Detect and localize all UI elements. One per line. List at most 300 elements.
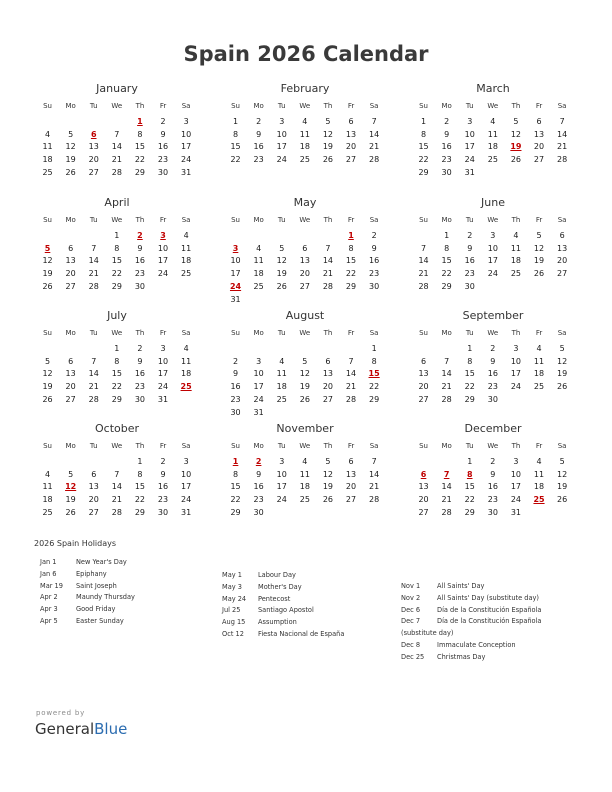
day-cell: 21 [88, 269, 99, 279]
day-cell: 31 [253, 407, 264, 417]
holiday-list-col-2 [222, 570, 344, 641]
weekday-label: Su [419, 102, 428, 110]
day-cell: 2 [444, 116, 450, 126]
day-cell: 1 [114, 230, 120, 240]
day-cell: 18 [299, 482, 310, 492]
day-cell: 13 [322, 369, 334, 379]
day-cell: 10 [487, 243, 498, 253]
day-cell [59, 116, 82, 129]
week-row [36, 481, 198, 494]
day-cell: 20 [65, 269, 76, 279]
week-row [224, 154, 386, 167]
holiday-item [222, 605, 344, 617]
month-november [224, 422, 386, 520]
holiday-date: Dec 7 [401, 617, 421, 626]
week-row [412, 154, 574, 167]
day-cell: 20 [88, 155, 99, 165]
month-name: February [280, 82, 330, 95]
day-cell: 11 [487, 129, 498, 139]
day-cell: 19 [42, 382, 53, 392]
day-cell [504, 167, 527, 180]
day-cell [36, 230, 59, 243]
day-cell: 7 [325, 243, 331, 253]
day-cell: 26 [42, 394, 53, 404]
day-cell: 27 [418, 507, 429, 517]
day-cell: 24 [276, 155, 287, 165]
day-cell: 9 [137, 243, 143, 253]
day-cell [551, 281, 574, 294]
day-cell: 30 [230, 407, 241, 417]
weekday-label: Su [43, 329, 52, 337]
day-cell [316, 343, 339, 356]
day-cell [105, 116, 128, 129]
day-cell: 24 [157, 382, 169, 392]
day-cell: 27 [345, 155, 357, 165]
day-cell: 23 [464, 269, 475, 279]
day-cell [82, 343, 105, 356]
day-cell: 9 [160, 469, 166, 479]
holiday-item [222, 582, 344, 594]
week-row [224, 294, 386, 307]
day-cell: 31 [510, 507, 522, 517]
month-august [224, 309, 386, 420]
day-cell: 15 [134, 142, 146, 152]
day-cell: 11 [533, 356, 545, 366]
weekday-label: Fr [347, 329, 355, 337]
day-cell [36, 456, 59, 469]
day-cell: 9 [467, 243, 473, 253]
weekday-label: Th [511, 329, 521, 337]
day-cell [339, 294, 362, 307]
day-cell: 29 [369, 394, 380, 404]
week-row [412, 281, 574, 294]
weekday-label: Fr [535, 442, 543, 450]
day-cell: 26 [65, 167, 76, 177]
day-cell: 31 [157, 394, 169, 404]
weekday-header [36, 214, 198, 227]
day-cell: 22 [464, 382, 475, 392]
day-cell: 28 [111, 167, 122, 177]
day-cell: 11 [299, 469, 310, 479]
day-cell: 4 [536, 343, 542, 353]
day-cell: 25 [299, 495, 310, 505]
week-row [36, 394, 198, 407]
day-cell: 14 [345, 369, 357, 379]
day-cell: 16 [134, 256, 146, 266]
weekday-label: We [299, 442, 311, 450]
day-cell: 25 [42, 167, 53, 177]
day-cell [270, 507, 293, 520]
day-cell [527, 167, 550, 180]
week-row [36, 368, 198, 381]
day-cell: 24 [464, 155, 475, 165]
weekday-header [412, 214, 574, 227]
day-cell: 24 [510, 495, 522, 505]
week-row [224, 129, 386, 142]
day-cell: 5 [559, 456, 565, 466]
day-cell: 7 [559, 116, 565, 126]
day-cell: 1 [467, 343, 473, 353]
day-cell: 6 [91, 469, 97, 479]
day-cell [363, 407, 386, 420]
day-cell: 10 [276, 129, 287, 139]
day-cell [339, 507, 362, 520]
day-cell: 22 [369, 382, 380, 392]
weekday-label: Su [43, 216, 52, 224]
day-cell: 15 [230, 142, 241, 152]
day-cell: 12 [42, 369, 53, 379]
day-cell: 15 [134, 482, 146, 492]
weekday-label: Fr [535, 216, 543, 224]
day-cell: 21 [418, 269, 429, 279]
holiday-name: Santiago Apostol [258, 606, 314, 615]
holiday-day-cell: 8 [466, 469, 473, 479]
day-cell: 24 [487, 269, 498, 279]
day-cell: 10 [230, 256, 241, 266]
day-cell [363, 294, 386, 307]
week-row [412, 230, 574, 243]
day-cell: 18 [42, 495, 53, 505]
day-cell: 2 [467, 230, 473, 240]
day-cell: 5 [279, 243, 285, 253]
weekday-label: Tu [277, 102, 286, 110]
week-row [36, 507, 198, 520]
day-cell: 2 [256, 116, 262, 126]
day-cell [551, 394, 574, 407]
day-cell: 23 [134, 382, 146, 392]
day-cell: 18 [181, 256, 192, 266]
day-cell [481, 281, 504, 294]
day-cell: 22 [418, 155, 429, 165]
day-cell [435, 343, 458, 356]
day-cell: 23 [487, 382, 498, 392]
day-cell: 24 [181, 155, 192, 165]
day-cell: 1 [114, 343, 120, 353]
day-cell: 4 [302, 116, 308, 126]
weekday-label: Th [323, 216, 333, 224]
day-cell: 23 [134, 269, 146, 279]
day-cell [59, 456, 82, 469]
week-row [224, 243, 386, 256]
day-cell: 6 [68, 243, 74, 253]
day-cell: 9 [444, 129, 450, 139]
day-cell: 13 [533, 129, 545, 139]
day-cell: 18 [533, 369, 545, 379]
day-cell: 25 [299, 155, 310, 165]
month-june [412, 196, 574, 294]
day-cell: 12 [322, 469, 334, 479]
day-cell: 28 [345, 394, 357, 404]
month-name: October [94, 422, 140, 435]
month-name: August [285, 309, 325, 322]
week-row [36, 243, 198, 256]
holiday-date: Apr 5 [40, 616, 58, 625]
holiday-day-cell: 5 [44, 243, 51, 253]
day-cell: 18 [487, 142, 498, 152]
day-cell [551, 507, 574, 520]
week-row [36, 141, 198, 154]
day-cell: 11 [510, 243, 522, 253]
weekday-label: Sa [181, 216, 191, 224]
day-cell [224, 230, 247, 243]
day-cell: 5 [559, 343, 565, 353]
holiday-name: All Saints' Day [437, 582, 485, 590]
day-cell: 2 [371, 230, 377, 240]
holiday-item [40, 581, 135, 593]
day-cell: 13 [88, 482, 99, 492]
day-cell: 29 [134, 507, 146, 517]
holiday-name: Easter Sunday [76, 616, 124, 625]
month-name: November [276, 422, 334, 435]
week-row [224, 381, 386, 394]
weekday-label: Fr [535, 102, 543, 110]
day-cell: 17 [157, 369, 169, 379]
day-cell: 7 [91, 356, 97, 366]
day-cell: 4 [256, 243, 262, 253]
day-cell: 4 [536, 456, 542, 466]
day-cell: 27 [299, 281, 310, 291]
day-cell: 28 [418, 281, 429, 291]
weekday-label: Tu [89, 442, 98, 450]
day-cell: 17 [181, 142, 192, 152]
day-cell: 12 [299, 369, 310, 379]
day-cell: 15 [111, 369, 122, 379]
day-cell: 16 [487, 482, 498, 492]
weekday-label: Mo [441, 329, 452, 337]
weekday-label: Su [419, 216, 428, 224]
weekday-label: Mo [441, 216, 452, 224]
day-cell: 10 [253, 369, 264, 379]
day-cell: 16 [157, 482, 169, 492]
week-row [224, 281, 386, 294]
holiday-date: May 24 [222, 594, 247, 603]
day-cell: 8 [421, 129, 427, 139]
day-cell: 4 [302, 456, 308, 466]
day-cell: 30 [487, 507, 498, 517]
day-cell: 5 [325, 456, 331, 466]
day-cell: 31 [464, 167, 475, 177]
day-cell: 10 [181, 469, 192, 479]
day-cell [293, 343, 316, 356]
weekday-label: Su [231, 102, 240, 110]
weekday-label: Tu [465, 216, 474, 224]
day-cell [151, 281, 174, 294]
day-cell: 8 [233, 129, 239, 139]
day-cell: 20 [65, 382, 76, 392]
day-cell: 6 [536, 116, 542, 126]
brand-logo[interactable] [35, 720, 127, 738]
day-cell: 27 [322, 394, 334, 404]
weekday-label: Mo [441, 442, 452, 450]
day-cell: 23 [157, 155, 169, 165]
weekday-label: Su [231, 329, 240, 337]
day-cell: 29 [111, 394, 122, 404]
day-cell: 5 [325, 116, 331, 126]
holiday-day-cell: 1 [137, 116, 143, 126]
month-october [36, 422, 198, 520]
week-row [224, 343, 386, 356]
day-cell: 10 [276, 469, 287, 479]
day-cell: 14 [369, 469, 380, 479]
day-cell: 10 [510, 356, 522, 366]
week-row [412, 243, 574, 256]
weekday-label: We [299, 102, 311, 110]
day-cell: 26 [299, 394, 310, 404]
week-row [412, 343, 574, 356]
day-cell: 4 [45, 469, 51, 479]
day-cell: 17 [464, 142, 475, 152]
day-cell: 14 [111, 142, 122, 152]
day-cell [82, 230, 105, 243]
weekday-label: Th [511, 442, 521, 450]
day-cell: 2 [233, 356, 239, 366]
day-cell: 29 [345, 281, 357, 291]
day-cell: 26 [533, 269, 545, 279]
day-cell: 31 [230, 294, 241, 304]
day-cell: 17 [510, 369, 522, 379]
day-cell [293, 230, 316, 243]
week-row [412, 507, 574, 520]
day-cell [481, 167, 504, 180]
day-cell: 19 [533, 256, 545, 266]
day-cell [82, 116, 105, 129]
day-cell: 23 [230, 394, 241, 404]
day-cell: 29 [111, 281, 122, 291]
holiday-date: Oct 12 [222, 629, 244, 638]
day-cell: 24 [276, 495, 287, 505]
day-cell: 21 [111, 155, 122, 165]
day-cell: 26 [322, 495, 334, 505]
week-row [412, 116, 574, 129]
day-cell [551, 167, 574, 180]
week-row [412, 255, 574, 268]
holiday-day-cell: 25 [180, 382, 192, 392]
day-cell [363, 507, 386, 520]
day-cell: 20 [533, 142, 545, 152]
day-cell: 8 [467, 356, 473, 366]
day-cell: 29 [441, 281, 452, 291]
holiday-date: Dec 8 [401, 640, 421, 649]
weekday-header [412, 440, 574, 453]
week-row [36, 129, 198, 142]
weekday-label: Sa [181, 442, 191, 450]
day-cell: 9 [371, 243, 377, 253]
day-cell: 7 [421, 243, 427, 253]
day-cell: 15 [418, 142, 429, 152]
weekday-label: Tu [89, 216, 98, 224]
day-cell: 18 [533, 482, 545, 492]
weekday-label: Fr [347, 442, 355, 450]
day-cell: 17 [276, 142, 287, 152]
day-cell: 5 [536, 230, 542, 240]
day-cell: 23 [157, 495, 169, 505]
weekday-label: Mo [65, 216, 76, 224]
day-cell [36, 343, 59, 356]
week-row [224, 481, 386, 494]
day-cell: 23 [487, 495, 498, 505]
day-cell: 12 [557, 356, 568, 366]
holiday-item [401, 616, 541, 628]
holiday-item [401, 640, 541, 652]
holiday-date: Apr 3 [40, 605, 58, 614]
day-cell: 16 [253, 142, 264, 152]
day-cell: 1 [233, 116, 239, 126]
day-cell: 19 [42, 269, 53, 279]
day-cell: 29 [230, 507, 241, 517]
day-cell: 17 [487, 256, 498, 266]
day-cell: 17 [253, 382, 264, 392]
day-cell: 23 [253, 155, 264, 165]
holiday-name: Fiesta Nacional de España [258, 629, 345, 638]
weekday-label: Mo [253, 442, 264, 450]
holiday-day-cell: 1 [232, 456, 239, 466]
day-cell: 7 [444, 356, 450, 366]
day-cell [316, 407, 339, 420]
day-cell: 7 [348, 356, 354, 366]
holiday-item [40, 604, 135, 616]
day-cell: 19 [557, 369, 568, 379]
week-row [412, 394, 574, 407]
holiday-name: Día de la Constitución Española [437, 605, 542, 614]
day-cell: 25 [253, 281, 264, 291]
day-cell: 12 [533, 243, 545, 253]
day-cell: 17 [157, 256, 169, 266]
day-cell: 1 [421, 116, 427, 126]
day-cell: 3 [467, 116, 473, 126]
day-cell [527, 281, 550, 294]
holiday-date: Jul 25 [222, 606, 241, 615]
day-cell: 18 [42, 155, 53, 165]
day-cell: 8 [371, 356, 377, 366]
day-cell: 10 [157, 243, 169, 253]
day-cell: 27 [557, 269, 568, 279]
day-cell: 21 [345, 382, 357, 392]
day-cell: 21 [441, 382, 452, 392]
day-cell: 13 [345, 469, 357, 479]
month-september [412, 309, 574, 407]
week-row [224, 268, 386, 281]
day-cell: 12 [557, 469, 568, 479]
holiday-name: All Saints' Day (substitute day) [437, 593, 539, 602]
week-row [224, 494, 386, 507]
week-row [412, 481, 574, 494]
weekday-label: We [111, 442, 123, 450]
day-cell: 25 [533, 382, 545, 392]
holiday-name: Immaculate Conception [437, 640, 516, 649]
holiday-day-cell: 2 [255, 456, 262, 466]
holiday-item [40, 592, 135, 604]
holiday-list-col-1 [40, 557, 135, 628]
weekday-label: Fr [159, 442, 167, 450]
page-title: Spain 2026 Calendar [183, 42, 429, 66]
day-cell: 23 [253, 495, 264, 505]
day-cell: 7 [114, 469, 120, 479]
holiday-name: Día de la Constitución Española [437, 617, 542, 626]
day-cell: 14 [111, 482, 122, 492]
day-cell: 13 [557, 243, 568, 253]
day-cell: 29 [134, 167, 146, 177]
weekday-label: Fr [159, 102, 167, 110]
day-cell: 9 [160, 129, 166, 139]
week-row [224, 469, 386, 482]
day-cell: 6 [325, 356, 331, 366]
day-cell: 5 [45, 356, 51, 366]
day-cell: 21 [557, 142, 568, 152]
holiday-day-cell: 1 [348, 230, 354, 240]
day-cell: 2 [490, 456, 496, 466]
day-cell: 12 [42, 256, 53, 266]
holiday-name: Christmas Day [437, 652, 486, 661]
